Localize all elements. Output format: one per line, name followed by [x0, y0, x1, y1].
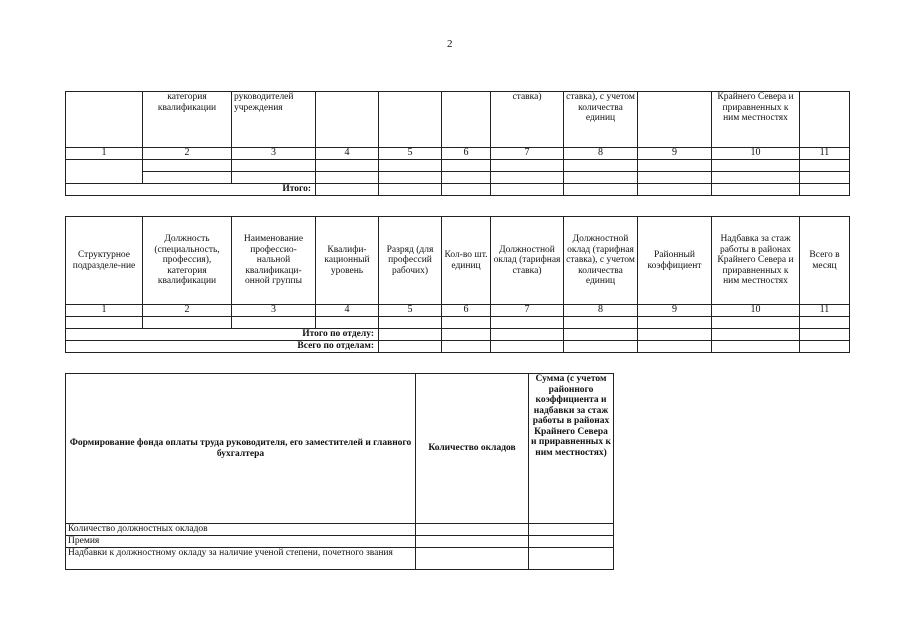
- page-number: 2: [447, 38, 453, 50]
- header-cell: [442, 92, 491, 148]
- header-row: [66, 374, 614, 524]
- column-number: 1: [66, 305, 143, 317]
- header-cell: Кол-во шт. единиц: [442, 217, 491, 305]
- table-row: [66, 317, 850, 329]
- header-cell: Крайнего Севера и приравненных к ним местностях: [712, 92, 800, 148]
- column-number: 1: [66, 148, 143, 160]
- column-number: 11: [800, 148, 850, 160]
- header-row: [66, 92, 850, 148]
- salary-table-continued: [65, 91, 850, 196]
- column-number: 2: [143, 305, 232, 317]
- column-number: 3: [232, 148, 316, 160]
- column-number: 5: [379, 305, 442, 317]
- fund-header-sum: Сумма (с учетом районного коэффициента и надбавки за стаж работы в районах Крайнего Севера и приравненных к ним местностях): [529, 374, 614, 524]
- wage-fund-table: [65, 373, 614, 570]
- total-label: Итого:: [66, 184, 316, 196]
- column-number: 7: [491, 148, 564, 160]
- column-number-row: [66, 148, 850, 160]
- column-number: 2: [143, 148, 232, 160]
- header-cell: ставка), с учетом количества единиц: [564, 92, 638, 148]
- column-number: 10: [712, 305, 800, 317]
- column-number: 6: [442, 305, 491, 317]
- column-number: 7: [491, 305, 564, 317]
- header-cell: Наименование профессио-нальной квалификаци-онной группы: [232, 217, 316, 305]
- total-all-row: [66, 341, 850, 353]
- header-cell: Всего в месяц: [800, 217, 850, 305]
- column-number: 11: [800, 305, 850, 317]
- total-row: [66, 184, 850, 196]
- column-number-row: [66, 305, 850, 317]
- column-number: 3: [232, 305, 316, 317]
- column-number: 6: [442, 148, 491, 160]
- fund-header-main: Формирование фонда оплаты труда руководителя, его заместителей и главного бухгалтера: [66, 374, 416, 524]
- fund-row: [66, 536, 614, 548]
- total-department-label: Итого по отделу:: [66, 329, 379, 341]
- header-cell: Должность (специальность, профессия), категория квалификации: [143, 217, 232, 305]
- column-number: 4: [316, 305, 379, 317]
- header-cell: [638, 92, 712, 148]
- table-row: [66, 160, 850, 172]
- fund-row: [66, 548, 614, 570]
- header-cell: ставка): [491, 92, 564, 148]
- column-number: 9: [638, 148, 712, 160]
- column-number: 9: [638, 305, 712, 317]
- table-row: [66, 172, 850, 184]
- header-cell: [800, 92, 850, 148]
- total-all-label: Всего по отделам:: [66, 341, 379, 353]
- header-row: [66, 217, 850, 305]
- header-cell: руководителей учреждения: [232, 92, 316, 148]
- header-cell: категория квалификации: [143, 92, 232, 148]
- fund-row-label: Количество должностных окладов: [66, 524, 416, 536]
- header-cell: Надбавка за стаж работы в районах Крайнего Севера и приравненных к ним местностях: [712, 217, 800, 305]
- column-number: 5: [379, 148, 442, 160]
- fund-row: [66, 524, 614, 536]
- total-department-row: [66, 329, 850, 341]
- fund-row-label: Надбавки к должностному окладу за наличие ученой степени, почетного звания: [66, 548, 416, 570]
- header-cell: Квалифи-кационный уровень: [316, 217, 379, 305]
- header-cell: [316, 92, 379, 148]
- column-number: 4: [316, 148, 379, 160]
- fund-row-label: Премия: [66, 536, 416, 548]
- header-cell: Структурное подразделе-ние: [66, 217, 143, 305]
- column-number: 8: [564, 305, 638, 317]
- column-number: 8: [564, 148, 638, 160]
- header-cell: [66, 92, 143, 148]
- header-cell: Должностной оклад (тарифная ставка): [491, 217, 564, 305]
- header-cell: Должностной оклад (тарифная ставка), с учетом количества единиц: [564, 217, 638, 305]
- header-cell: [379, 92, 442, 148]
- department-salary-table: [65, 216, 850, 353]
- header-cell: Разряд (для профессий рабочих): [379, 217, 442, 305]
- header-cell: Районный коэффициент: [638, 217, 712, 305]
- fund-header-count: Количество окладов: [416, 374, 529, 524]
- column-number: 10: [712, 148, 800, 160]
